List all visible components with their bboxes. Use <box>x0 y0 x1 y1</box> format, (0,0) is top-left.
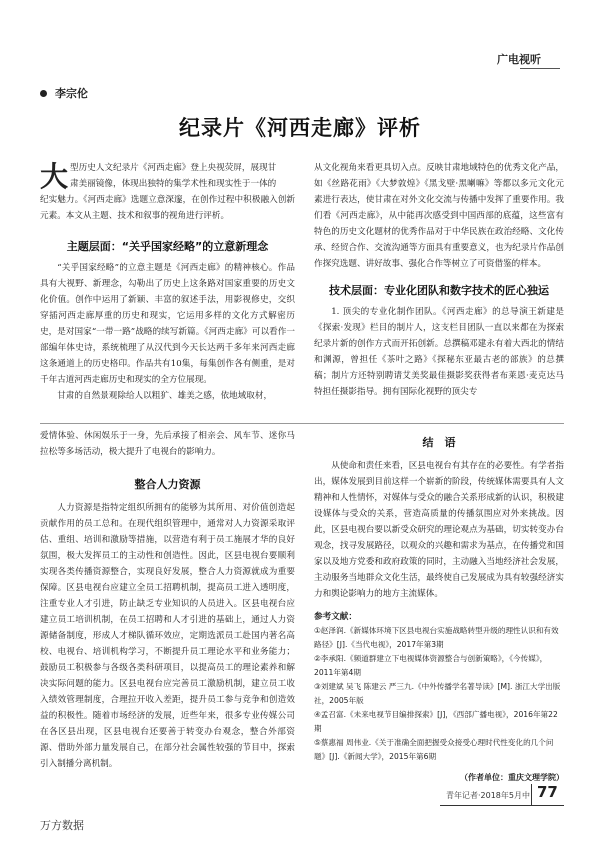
dropcap: 大 <box>40 160 69 193</box>
author-name: 李宗伦 <box>55 87 88 100</box>
upper-right-column <box>314 160 564 400</box>
tech-paragraph-1: 1. 顶尖的专业化制作团队。《河西走廊》的总导演王新建是《探索·发现》栏目的制片人，这支栏目团队一直以来都在为探索纪录片新的创作方式而开拓创新。总撰稿邓建永有着大西北的情结和渊源，曾担任《茶叶之路》《探秘东亚最古老的部族》的总撰稿；制片方还特别聘请艾美奖最佳摄影奖获得者布莱恩·麦克达马特担任摄影指导。拥有国际化视野的顶尖专 <box>314 307 564 397</box>
hr-paragraph-1: 人力资源是指特定组织所拥有的能够为其所用、对价值创造起贡献作用的员工总和。在现代组织管理中，通常对人力资源采取评估、重组、培训和激励等措施，以营造有利于员工施展才华的良好氛围，极大发挥员工的主动性和创造性。因此，区县电视台要顺利实现各类传播资源整合，实现良好发展，整合人力资源就成为重要保障。区县电视台应建立全员工招聘机制，提高员工进入透明度，注重专业人才引进，防止缺乏专业知识的人员进入。区县电视台应建立员工培训机制，在员工招聘和人才引进的基础上，通过人力资源储备制度，形成人才梯队循环效应，定期选派员工赴国内著名高校、电视台、培训机构学习，不断提升员工理论水平和业务能力；鼓励员工积极参与各级各类科研项目，以提高员工的理论素养和解决实际问题的能力。区县电视台应完善员工激励机制，建立员工收入绩效管理制度，合理拉开收入差距，提升员工参与竞争和创造效益的积极性。随着市场经济的发展，近些年来，很多专业传媒公司在各区县出现，区县电视台还要善于转变办台观念，整合外部资源、借助外部力量发展自己，在部分社会属性较强的节目中，探索引入制播分离机制。 <box>40 503 295 769</box>
upper-left-column <box>40 160 295 404</box>
theme-paragraph-2-start: 甘肃的自然景观除给人以粗犷、雄美之感，依地域取材， <box>57 391 273 401</box>
theme-heading: 主题层面：“关乎国家经略”的立意新理念 <box>66 240 269 253</box>
intro-line-1: 型历史人文纪录片《河西走廊》登上央视荧屏，展现甘 <box>70 163 277 173</box>
reference-item: ③刘建斌 吴飞 陈建云 严三九.《中外传播学名著导读》[M]. 浙江大学出版社，2005年版 <box>314 682 561 705</box>
footer-rule <box>440 805 564 806</box>
footer-journal: 青年记者·2018年5月中 <box>446 791 530 800</box>
tech-heading: 技术层面：专业化团队和数字技术的匠心独运 <box>329 284 549 297</box>
intro-block <box>40 160 295 224</box>
header-section-label: 广电视听 <box>497 53 541 66</box>
conclusion-paragraph-1: 从使命和责任来看，区县电视台有其存在的必要性。有学者指出，媒体发展到目前这样一个崭新的阶段，传统媒体需要具有人文精神和人性情怀，对媒体与受众的融合关系形成新的认识，积极建设媒体与受众的关系，营造高质量的传播氛围应对外来挑战。因此，区县电视台要以新受众研究的理论观点为基础，切实转变办台观念，找寻发展路径，以观众的兴趣和需求为基点，在传播党和国家以及地方党委和政府政策的同时，主动融入当地经济社会发展，主动服务当地群众文化生活，最终使自己发展成为具有较强经济实力和舆论影响力的地方主流媒体。 <box>314 461 564 599</box>
reference-item: ④孟召富.《未来电视节目编排探索》[J]，《西部广播电视》，2016年第22期 <box>314 710 558 733</box>
theme-paragraph-1: “关乎国家经略”的立意主题是《河西走廊》的精神核心。作品具有大视野、新理念，勾勒出了历史上这条路对国家重要的历史文化价值。创作中运用了新颖、丰富的叙述手法，用影视修史，交织穿插河西走廊厚重的历史和现实，它运用多样的文化方式解密历史，是对国家“一带一路”战略的续写新篇。《河西走廊》可以看作一部编年体史诗，系统梳理了从汉代到今天长达两千多年来河西走廊这条通道上的历史格印。作品共有10集，每集创作各有侧重，是对千年古道河西走廊历史和现实的全方位展现。 <box>40 263 295 385</box>
theme-paragraph-2-cont: 从文化视角来看更具切入点。反映甘肃地域特色的优秀文化产品，如《丝路花雨》《大梦敦煌》《黑戈壁·黑喇嘛》等都以多元文化元素进行表达，使甘肃在对外文化交流与传播中发挥了重要作用。我们看《河西走廊》，从中能再次感受到中国西部的底蕴，这些富有特色的历史文化题材的优秀作品对于中华民族在政治经略、文化传承、经贸合作、交流沟通等方面具有重要意义，也为纪录片作品创作探究选题、讲好故事、强化合作等树立了可资借鉴的样本。 <box>314 163 564 269</box>
reference-item: ⑤蔡惠福 周伟业.《关于准确全面把握受众接受心理时代性变化的几个问题》[J].《新闻大学》，2015年第6期 <box>314 738 554 761</box>
intro-rest: 纪实魅力。《河西走廊》选题立意深邃，在创作过程中积极融入创新元素。本文从主题、技术和叙事的视角进行评析。 <box>40 195 295 221</box>
reference-item: ②李承阳.《频道群建立下电视媒体资源整合与创新策略》，《今传媒》，2011年第4期 <box>314 654 548 677</box>
lower-left-continuation: 爱情体验、休闲娱乐于一身，先后承接了相亲会、风车节、迷你马拉松等多场活动，极大提升了电视台的影响力。 <box>40 431 295 457</box>
author-bullet-icon <box>40 90 47 97</box>
references-heading: 参考文献： <box>314 612 357 622</box>
references-list <box>314 624 564 764</box>
lower-right-column <box>314 428 564 783</box>
article-title: 纪录片《河西走廊》评析 <box>179 116 421 140</box>
reference-item: ①赵泽润.《新媒体环境下区县电视台实施战略转型升级的理性认识和有效路径》[J].《当代电视》，2017年第3期 <box>314 626 559 649</box>
conclusion-heading: 结 语 <box>422 436 456 449</box>
watermark: 万方数据 <box>40 819 84 832</box>
intro-line-2: 肃美丽镜像，体现出独特的集学术性和现实性于一体的 <box>70 179 277 189</box>
lower-left-column <box>40 428 295 772</box>
page-number: 77 <box>537 783 558 801</box>
header-rule <box>520 68 560 69</box>
author-unit: （作者单位：重庆文理学院） <box>460 773 564 782</box>
hr-heading: 整合人力资源 <box>134 478 201 491</box>
band-separator <box>40 423 564 424</box>
footer-divider <box>531 784 532 806</box>
